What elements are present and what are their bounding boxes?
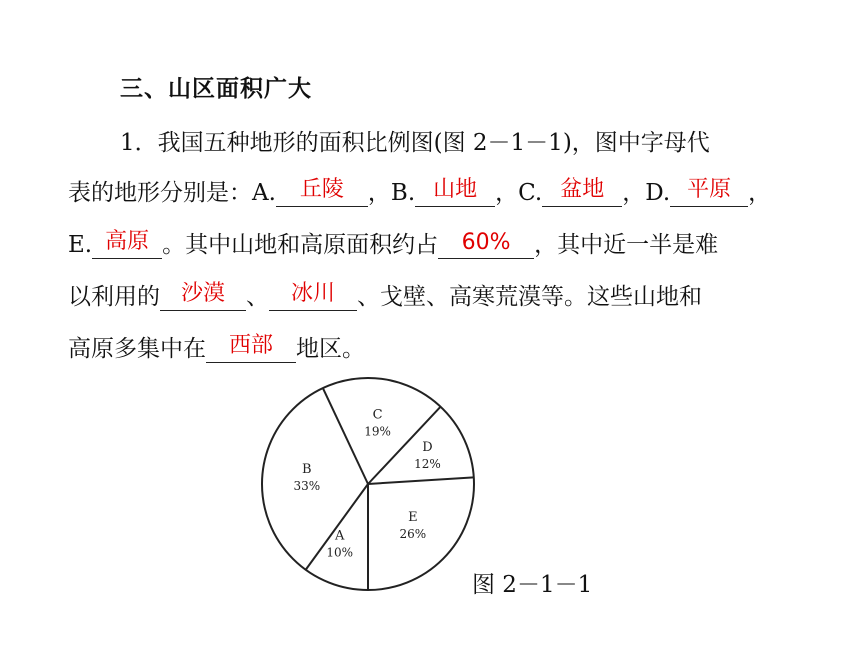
answer-land1: 沙漠 xyxy=(180,281,225,306)
pie-value-e: 26% xyxy=(399,527,427,542)
question-line-3 xyxy=(68,226,718,259)
answer-blank-share xyxy=(438,231,534,259)
question-line-2 xyxy=(68,174,771,207)
answer-e: 高原 xyxy=(105,229,150,254)
pie-value-b: 33% xyxy=(293,479,321,494)
section-heading: 三、山区面积广大 xyxy=(120,76,312,102)
pie-value-d: 12% xyxy=(414,457,441,472)
question-text: ，其中近一半是难 xyxy=(534,232,719,258)
question-text: 、 xyxy=(246,284,269,310)
question-text: 。其中山地和高原面积约占 xyxy=(162,232,439,258)
answer-b: 山地 xyxy=(433,177,478,202)
answer-blank-region xyxy=(206,335,296,363)
question-line-5 xyxy=(68,330,365,363)
question-text: ，D. xyxy=(622,180,671,206)
pie-label-b: B xyxy=(302,462,312,478)
question-text: 、戈壁、高寒荒漠等。这些山地和 xyxy=(357,284,702,310)
pie-label-c: C xyxy=(372,407,383,423)
question-text: 高原多集中在 xyxy=(68,336,206,362)
pie-label-a: A xyxy=(334,528,345,544)
answer-land2: 冰川 xyxy=(290,281,335,306)
question-line-4 xyxy=(68,278,702,311)
question-text: E. xyxy=(68,232,93,258)
pie-value-c: 19% xyxy=(364,424,391,439)
answer-blank-d xyxy=(670,179,748,207)
answer-a: 丘陵 xyxy=(299,177,344,202)
question-text: ， xyxy=(748,180,772,206)
answer-c: 盆地 xyxy=(560,177,605,202)
answer-d: 平原 xyxy=(687,177,732,202)
pie-chart xyxy=(250,373,490,599)
answer-blank-a xyxy=(276,179,368,207)
question-text: ，C. xyxy=(495,180,543,206)
pie-value-a: 10% xyxy=(326,545,354,560)
answer-region: 西部 xyxy=(228,333,273,358)
answer-blank-b xyxy=(415,179,495,207)
question-text: 地区。 xyxy=(296,336,365,362)
question-line-1 xyxy=(120,124,710,157)
question-text: ，B. xyxy=(367,180,416,206)
answer-blank-e xyxy=(92,231,162,259)
question-text: 以利用的 xyxy=(68,284,160,310)
pie-label-d: D xyxy=(422,440,433,456)
answer-blank-land1 xyxy=(160,283,246,311)
answer-share: 60% xyxy=(461,230,511,255)
question-text: 1．我国五种地形的面积比例图(图 2－1－1)，图中字母代 xyxy=(120,130,710,156)
question-text: 表的地形分别是：A. xyxy=(68,180,276,206)
answer-blank-c xyxy=(542,179,622,207)
answer-blank-land2 xyxy=(269,283,357,311)
pie-label-e: E xyxy=(408,510,418,526)
figure-caption: 图 2－1－1 xyxy=(472,572,593,598)
